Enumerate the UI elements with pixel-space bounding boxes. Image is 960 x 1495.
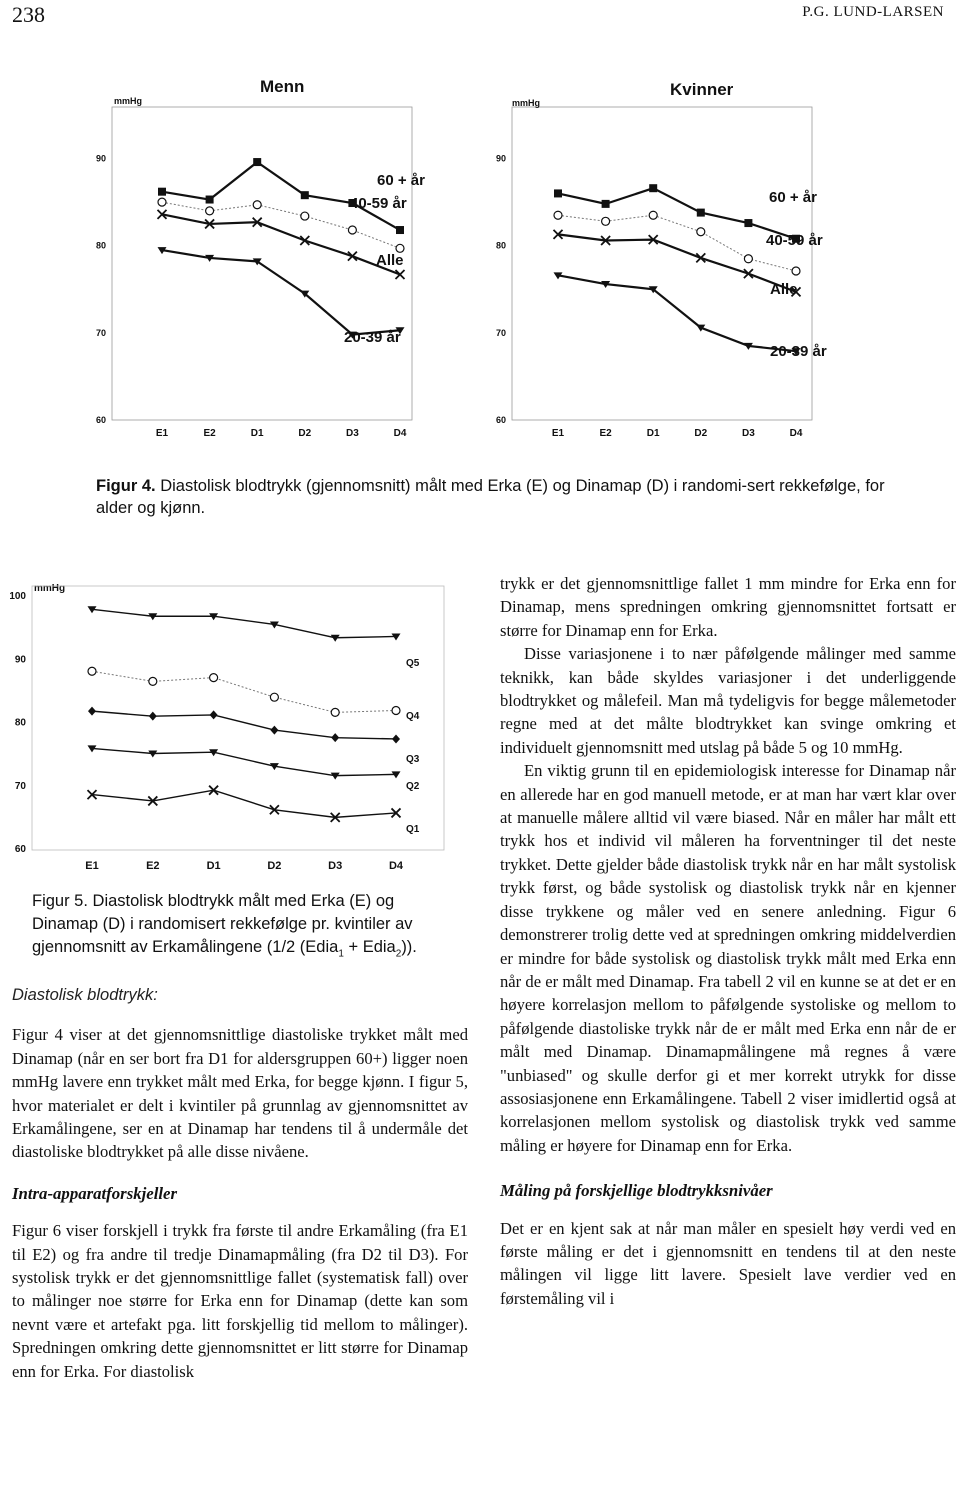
- series-line: [92, 748, 396, 775]
- x-tick-label: D2: [267, 860, 282, 872]
- figure-4-label: Figur 4.: [96, 477, 156, 495]
- series-line: [162, 214, 400, 274]
- series-line: [162, 250, 400, 335]
- series-line: [558, 234, 796, 292]
- x-tick-label: E2: [203, 428, 216, 439]
- x-tick-label: D2: [298, 428, 312, 439]
- series-label: 20-39 år: [770, 343, 827, 360]
- data-point: [270, 693, 278, 701]
- series-q5: [88, 606, 401, 641]
- x-tick-label: E2: [599, 428, 612, 439]
- figure-5-text-mid: + Edia: [343, 938, 396, 956]
- series-label: Q1: [406, 824, 420, 835]
- data-point: [301, 191, 309, 199]
- figure-5-label: Figur 5.: [32, 892, 88, 910]
- y-tick-label: 90: [14, 654, 26, 666]
- x-tick-label: E1: [85, 860, 99, 872]
- x-tick-label: D4: [388, 860, 404, 872]
- data-point: [149, 677, 157, 685]
- figure-4-text: Diastolisk blodtrykk (gjennomsnitt) målt med Erka (E) og Dinamap (D) i randomi-sert rekkefølge, for alder og kjønn.: [96, 477, 885, 517]
- paragraph-r4: Det er en kjent sak at når man måler en spesielt høy verdi ved en første måling er det i gjennomsnitt en tendens til at den neste målingen vil ligge litt lavere. Spesielt lave verdier ved en førstemåling vil i: [500, 1218, 956, 1308]
- figure-5-text-end: )).: [401, 938, 417, 956]
- y-tick-label: 80: [495, 240, 506, 251]
- y-axis-label: mmHg: [114, 96, 143, 106]
- series-q2: [88, 745, 401, 779]
- data-point: [331, 733, 339, 742]
- series-line: [92, 671, 396, 712]
- data-point: [348, 226, 356, 234]
- right-column: [500, 572, 956, 1310]
- data-point: [253, 201, 261, 209]
- paragraph-r2: Disse variasjonene i to nær påfølgende målinger med samme teknikk, kan både skyldes variasjoner i det underliggende blodtrykket og målefeil. Man må tydeligvis for begge målemetoder regne med at det målte blodtrykket kan svinge omkring et individuelt gjennomsnitt med utslag på både 5 og 10 mmHg.: [500, 644, 956, 757]
- data-point: [392, 706, 400, 714]
- series-label: Q3: [406, 754, 420, 765]
- data-point: [392, 734, 400, 743]
- x-tick-label: D1: [250, 428, 264, 439]
- data-point: [88, 667, 96, 675]
- series-label: 40-59 år: [350, 195, 407, 212]
- paragraph-diastolisk: Figur 4 viser at det gjennomsnittlige diastoliske trykket målt med Dinamap (når en ser bort fra D1 for aldersgruppen 60+) ligger noen mmHg lavere enn trykket målt med Erka, for begge kjønn. I figur 5, hvor materialet er delt i kvintiler på grunnlag av gjennomsnittet av Erkamålingene, ser en at Dinamap har tendens til å undermåle det diastoliske blodtrykket på alle disse nivåene.: [12, 1025, 468, 1162]
- x-tick-label: E2: [146, 860, 160, 872]
- data-point: [206, 196, 214, 204]
- data-point: [744, 255, 752, 263]
- data-point: [210, 674, 218, 682]
- y-tick-label: 90: [495, 153, 506, 164]
- data-point: [301, 212, 309, 220]
- data-point: [554, 189, 562, 197]
- paragraph-r3: En viktig grunn til en epidemiologisk interesse for Dinamap når en allerede har en god manuell metode, er at man har vært klar over at manuelle målere alltid vil være biased. Når en måler har målt ett trykk hos et individ vil måleren ha forventninger til det neste trykket. Dette gjelder både diastolisk trykk når en har målt systolisk trykk først, og både systolisk og diastolisk trykk når en kjenner disse trykkene og måler ved en senere anledning. Figur 6 demonstrerer trolig dette ved at spredningen omkring middelverdien er mindre for både systolisk og diastolisk trykk målt med Erka enn når de er målt med Dinamap. Fra tabell 2 vil en kunne se at det er en høyere korrelasjon mellom to påfølgende systoliske og mellom to påfølgende diastoliske trykk når de er målt med Erka enn når de er målt med Dinamap. Dinamapmålingene må regnes å være "unbiased" og skulle derfor gi et mer korrekt utrykk for disse assosiasjonene enn Erkamålingene. Tabell 2 viser imidlertid også at korrelasjonen mellom systolisk og diastolisk trykk ved samme måling er høyere for Dinamap enn for Erka.: [500, 761, 956, 1155]
- x-tick-label: D3: [742, 428, 755, 439]
- figure-5-caption: [32, 890, 462, 965]
- x-tick-label: D1: [646, 428, 660, 439]
- series-label: 40-59 år: [766, 232, 823, 249]
- left-column: [12, 984, 468, 1383]
- x-tick-label: E1: [551, 428, 565, 439]
- series-line: [558, 188, 796, 239]
- y-tick-label: 70: [14, 780, 26, 792]
- chart-menn: [82, 40, 482, 450]
- y-tick-label: 80: [14, 717, 26, 729]
- series-label: Q4: [406, 711, 420, 722]
- series-line: [92, 711, 396, 739]
- data-point: [253, 158, 261, 166]
- series-q3: [88, 707, 400, 744]
- paragraph-intra-apparat: Figur 6 viser forskjell i trykk fra første til andre Erkamåling (fra E1 til E2) og fra andre til tredje Dinamapmåling (fra D2 til D3). For systolisk trykk er det gjennomsnittlige fallet (systematisk fall) over to målinger noe større for Erka enn for Dinamap (dette kan som nevnt være et artefakt pga. litt forskjellig tid mellom to målinger). Spredningen omkring dette gjennomsnittet er litt større for Dinamap enn for Erka. For diastolisk: [12, 1221, 468, 1381]
- x-tick-label: E1: [155, 428, 169, 439]
- series-label: 60 + år: [769, 189, 817, 206]
- series-label: Q5: [406, 658, 420, 669]
- data-point: [602, 200, 610, 208]
- x-tick-label: D4: [393, 428, 407, 439]
- running-head-author: P.G. LUND-LARSEN: [802, 4, 944, 20]
- series-40-59-r: [554, 211, 800, 275]
- data-point: [158, 198, 166, 206]
- x-tick-label: D3: [328, 860, 343, 872]
- y-tick-label: 60: [495, 415, 506, 425]
- chart-title: Menn: [260, 77, 305, 96]
- x-tick-label: D2: [694, 428, 708, 439]
- figure-5-sub1: 1: [338, 948, 344, 960]
- data-point: [744, 219, 752, 227]
- data-point: [88, 707, 96, 716]
- data-point: [396, 270, 405, 279]
- y-tick-label: 60: [14, 844, 26, 855]
- y-tick-label: 80: [95, 240, 106, 251]
- y-tick-label: 90: [95, 153, 106, 164]
- series-q4: [88, 667, 400, 716]
- y-axis-label: mmHg: [34, 583, 66, 594]
- series-label: Alle: [376, 252, 404, 269]
- data-point: [697, 228, 705, 236]
- y-tick-label: 70: [495, 327, 506, 338]
- series-label: 60 + år: [377, 172, 425, 189]
- chart-quintiles: [0, 576, 470, 876]
- data-point: [697, 209, 705, 217]
- y-tick-label: 100: [9, 591, 26, 602]
- figure-5: [0, 576, 470, 876]
- data-point: [396, 226, 404, 234]
- chart-kvinner: [482, 40, 882, 450]
- series-q1: [88, 786, 401, 822]
- data-point: [649, 184, 657, 192]
- chart-title: Kvinner: [670, 80, 734, 99]
- series-label: Q2: [406, 781, 420, 792]
- series-alle: [158, 210, 405, 279]
- series-label: 20-39 år: [344, 329, 401, 346]
- series-line: [92, 790, 396, 817]
- x-tick-label: D4: [789, 428, 803, 439]
- data-point: [554, 211, 562, 219]
- data-point: [149, 712, 157, 721]
- page-number: 238: [12, 2, 45, 27]
- x-tick-label: D3: [346, 428, 359, 439]
- series-line: [558, 275, 796, 351]
- series-60-r: [554, 184, 800, 243]
- figure-4-caption: [96, 475, 886, 519]
- series-line: [558, 215, 796, 271]
- paragraph-r1: trykk er det gjennomsnittlige fallet 1 mm mindre for Erka enn for Dinamap, mens spredningen omkring gjennomsnittet fortsatt er større for Dinamap enn for Erka.: [500, 574, 956, 640]
- figure-5-sub2: 2: [395, 948, 402, 960]
- data-point: [331, 708, 339, 716]
- series-20-39-r: [554, 272, 801, 355]
- data-point: [649, 211, 657, 219]
- heading-intra-apparat: Intra-apparatforskjeller: [12, 1183, 178, 1203]
- figure-5-text: Diastolisk blodtrykk målt med Erka (E) og Dinamap (D) i randomisert rekkefølge pr. kvintiler av gjennomsnitt av Erkamålingene (1/2 (Edia: [32, 892, 413, 956]
- data-point: [270, 726, 278, 735]
- figure-4: [82, 40, 882, 450]
- y-tick-label: 70: [95, 327, 106, 338]
- series-line: [92, 609, 396, 637]
- x-tick-label: D1: [206, 860, 221, 872]
- data-point: [792, 267, 800, 275]
- heading-maling-niva: Måling på forskjellige blodtrykksnivåer: [500, 1181, 773, 1201]
- series-label: Alle: [770, 281, 798, 298]
- y-axis-label: mmHg: [512, 98, 541, 108]
- data-point: [206, 207, 214, 215]
- heading-diastolisk: Diastolisk blodtrykk:: [12, 986, 158, 1004]
- y-tick-label: 60: [95, 415, 106, 425]
- data-point: [210, 710, 218, 719]
- data-point: [158, 188, 166, 196]
- data-point: [602, 217, 610, 225]
- plot-frame: [32, 586, 444, 850]
